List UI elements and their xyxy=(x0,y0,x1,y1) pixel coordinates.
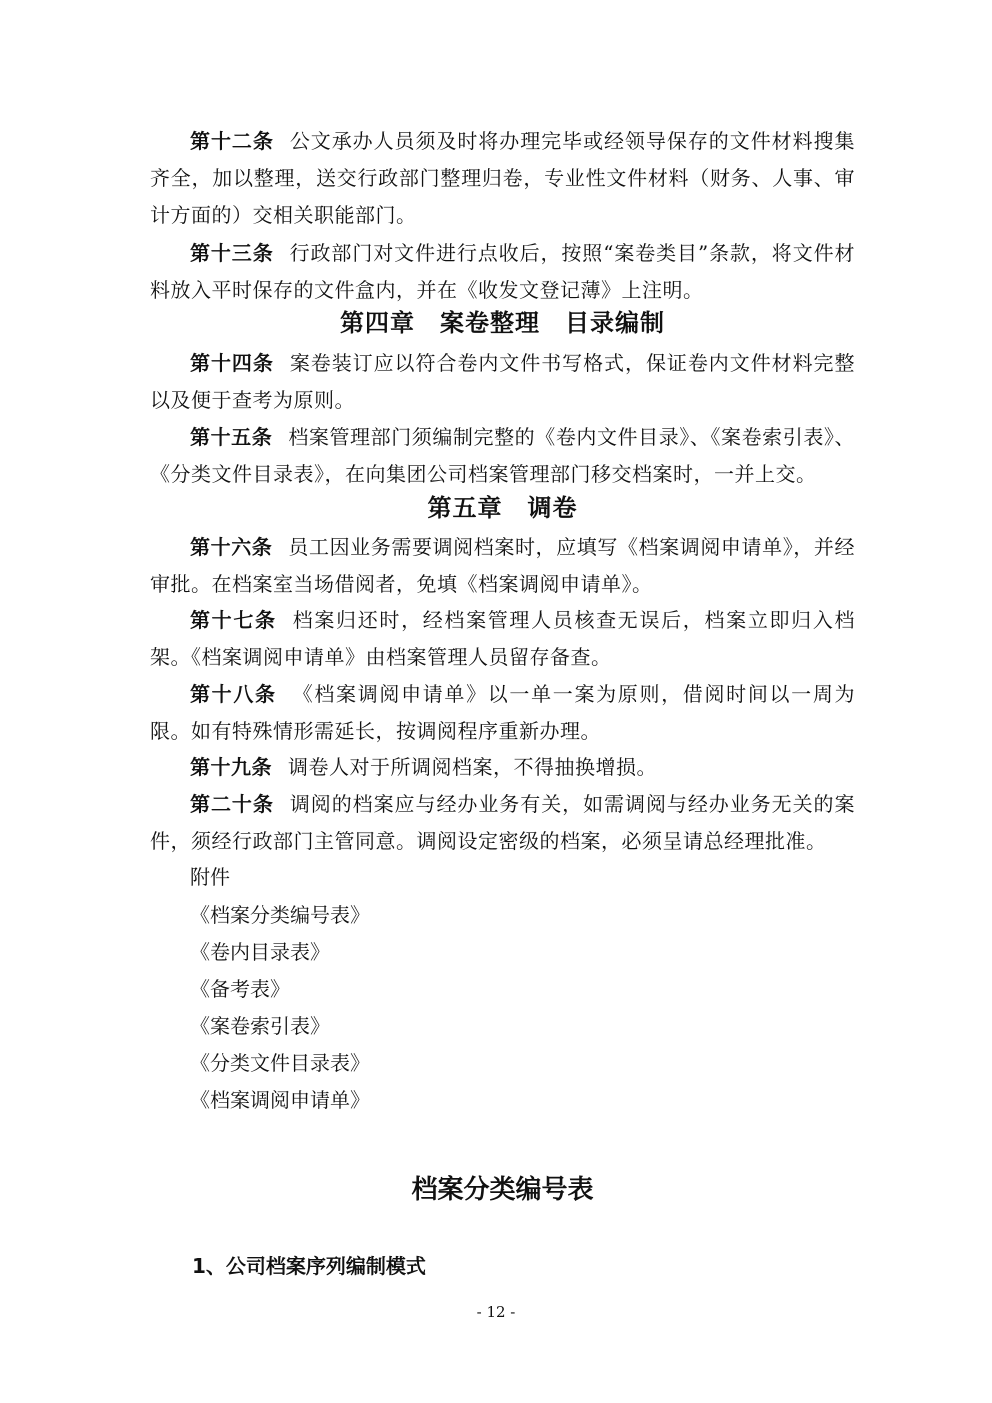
article-label: 第十三条 xyxy=(190,241,274,265)
page-number: - 12 - xyxy=(476,1303,516,1321)
classification-table-title: 档案分类编号表 xyxy=(411,1175,594,1205)
attachment-item: 《卷内目录表》 xyxy=(190,940,330,964)
chapter-5-heading: 第五章 调卷 xyxy=(427,494,578,522)
section-subheading: 1、公司档案序列编制模式 xyxy=(192,1254,426,1278)
chapter-4-heading: 第四章 案卷整理 目录编制 xyxy=(340,309,665,337)
article-label: 第十六条 xyxy=(190,535,273,559)
attachment-item: 《备考表》 xyxy=(190,977,290,1001)
article-text: 案卷装订应以符合卷内文件书写格式，保证卷内文件材料完整以及便于查考为原则。 xyxy=(150,351,856,412)
article-13 xyxy=(150,235,855,309)
article-18 xyxy=(150,676,855,750)
article-text: 调卷人对于所调阅档案，不得抽换增损。 xyxy=(288,755,657,779)
article-text: 调阅的档案应与经办业务有关，如需调阅与经办业务无关的案件，须经行政部门主管同意。调阅设定密级的档案，必须呈请总经理批准。 xyxy=(150,792,856,853)
article-label: 第二十条 xyxy=(190,792,274,816)
article-17 xyxy=(150,602,855,676)
attachment-item: 《档案调阅申请单》 xyxy=(190,1088,370,1112)
article-16 xyxy=(150,529,855,603)
article-text: 公文承办人员须及时将办理完毕或经领导保存的文件材料搜集齐全，加以整理，送交行政部门整理归卷，专业性文件材料（财务、人事、审计方面的）交相关职能部门。 xyxy=(150,129,856,227)
article-14 xyxy=(150,345,855,419)
article-15 xyxy=(150,419,855,493)
article-text: 员工因业务需要调阅档案时，应填写《档案调阅申请单》，并经审批。在档案室当场借阅者，免填《档案调阅申请单》。 xyxy=(150,535,856,596)
article-label: 第十八条 xyxy=(190,682,277,706)
attachment-item: 《案卷索引表》 xyxy=(190,1014,330,1038)
article-label: 第十二条 xyxy=(190,129,274,153)
attachments-label: 附件 xyxy=(190,865,230,889)
article-label: 第十九条 xyxy=(190,755,272,779)
attachment-item: 《分类文件目录表》 xyxy=(190,1051,370,1075)
attachments-list xyxy=(190,897,370,1119)
article-text: 档案归还时，经档案管理人员核查无误后，档案立即归入档架。《档案调阅申请单》由档案管理人员留存备查。 xyxy=(150,608,856,669)
article-text: 档案管理部门须编制完整的《卷内文件目录》、《案卷索引表》、《分类文件目录表》，在向集团公司档案管理部门移交档案时，一并上交。 xyxy=(150,425,855,486)
article-19 xyxy=(150,749,855,786)
article-20 xyxy=(150,786,855,860)
article-label: 第十七条 xyxy=(190,608,277,632)
article-label: 第十五条 xyxy=(190,425,273,449)
attachment-item: 《档案分类编号表》 xyxy=(190,903,370,927)
article-label: 第十四条 xyxy=(190,351,274,375)
article-text: 《档案调阅申请单》以一单一案为原则，借阅时间以一周为限。如有特殊情形需延长，按调阅程序重新办理。 xyxy=(150,682,856,743)
article-text: 行政部门对文件进行点收后，按照“案卷类目”条款，将文件材料放入平时保存的文件盒内，并在《收发文登记薄》上注明。 xyxy=(150,241,856,302)
article-12 xyxy=(150,123,855,234)
